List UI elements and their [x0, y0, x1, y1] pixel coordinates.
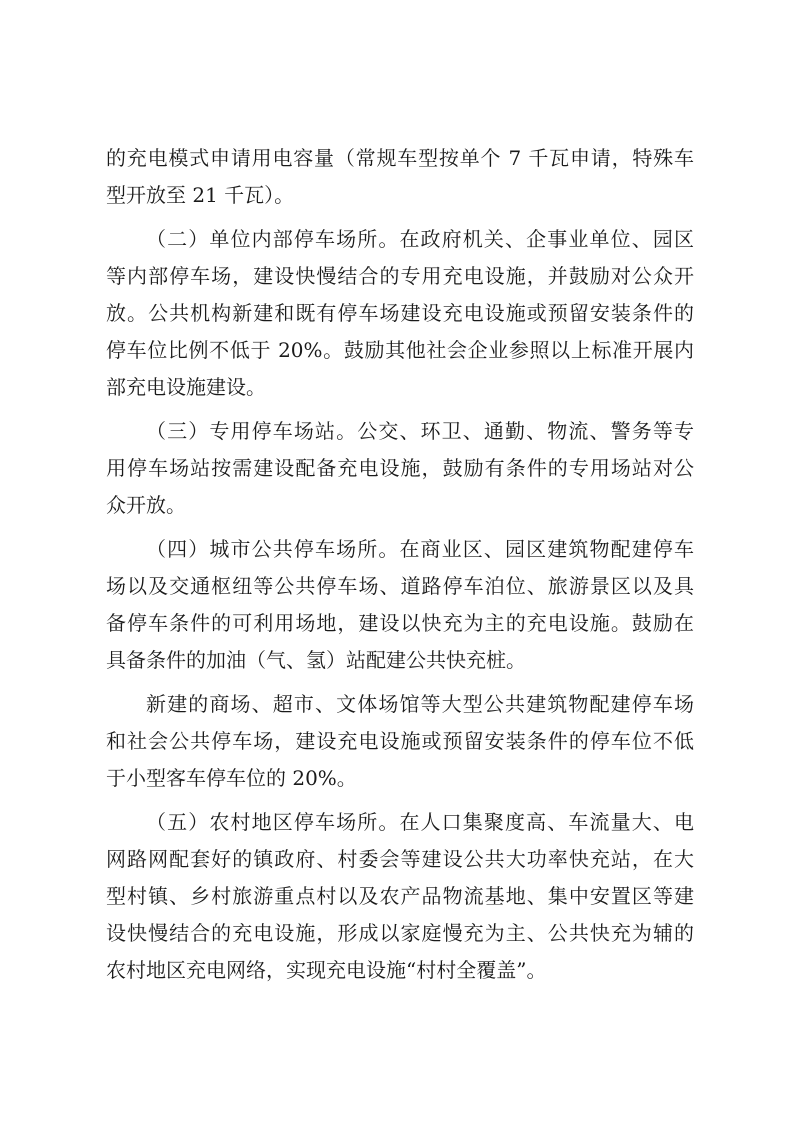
paragraph-city-public-parking: [106, 531, 694, 679]
text-line: 型开放至 21 千瓦）。: [106, 183, 295, 207]
text-line: 用停车场站按需建设配备充电设施，鼓励有条件的专用场站对公: [106, 456, 694, 480]
paragraph-dedicated-parking: [106, 413, 694, 524]
text-line: 和社会公共停车场，建设充电设施或预留安装条件的停车位不低: [106, 729, 694, 753]
text-line: 放。公共机构新建和既有停车场建设充电设施或预留安装条件的: [106, 301, 694, 325]
text-line: （二）单位内部停车场所。在政府机关、企事业单位、园区: [146, 227, 694, 251]
body-text: [106, 140, 694, 989]
text-line: 停车位比例不低于 20%。鼓励其他社会企业参照以上标准开展内: [106, 338, 694, 362]
paragraph-continuation: [106, 140, 694, 214]
text-line: 型村镇、乡村旅游重点村以及农产品物流基地、集中安置区等建: [106, 884, 694, 908]
paragraph-unit-parking: [106, 221, 694, 406]
paragraph-rural-parking: [106, 804, 694, 989]
text-line: （四）城市公共停车场所。在商业区、园区建筑物配建停车: [146, 537, 694, 561]
text-line: 设快慢结合的充电设施，形成以家庭慢充为主、公共快充为辅的: [106, 921, 694, 945]
text-line: 于小型客车停车位的 20%。: [106, 766, 357, 790]
text-line: 场以及交通枢纽等公共停车场、道路停车泊位、旅游景区以及具: [106, 574, 694, 598]
text-line: 网路网配套好的镇政府、村委会等建设公共大功率快充站，在大: [106, 847, 694, 871]
text-line: 农村地区充电网络，实现充电设施“村村全覆盖”。: [106, 958, 547, 982]
text-line: 备停车条件的可利用场地，建设以快充为主的充电设施。鼓励在: [106, 611, 694, 635]
paragraph-new-buildings: [106, 686, 694, 797]
text-line: 众开放。: [106, 493, 186, 517]
text-line: 的充电模式申请用电容量（常规车型按单个 7 千瓦申请，特殊车: [106, 146, 694, 170]
text-line: 具备条件的加油（气、氢）站配建公共快充桩。: [106, 648, 526, 672]
text-line: 等内部停车场，建设快慢结合的专用充电设施，并鼓励对公众开: [106, 264, 694, 288]
text-line: 新建的商场、超市、文体场馆等大型公共建筑物配建停车场: [146, 692, 694, 716]
text-line: （三）专用停车场站。公交、环卫、通勤、物流、警务等专: [146, 419, 694, 443]
text-line: 部充电设施建设。: [106, 375, 266, 399]
text-line: （五）农村地区停车场所。在人口集聚度高、车流量大、电: [146, 810, 694, 834]
